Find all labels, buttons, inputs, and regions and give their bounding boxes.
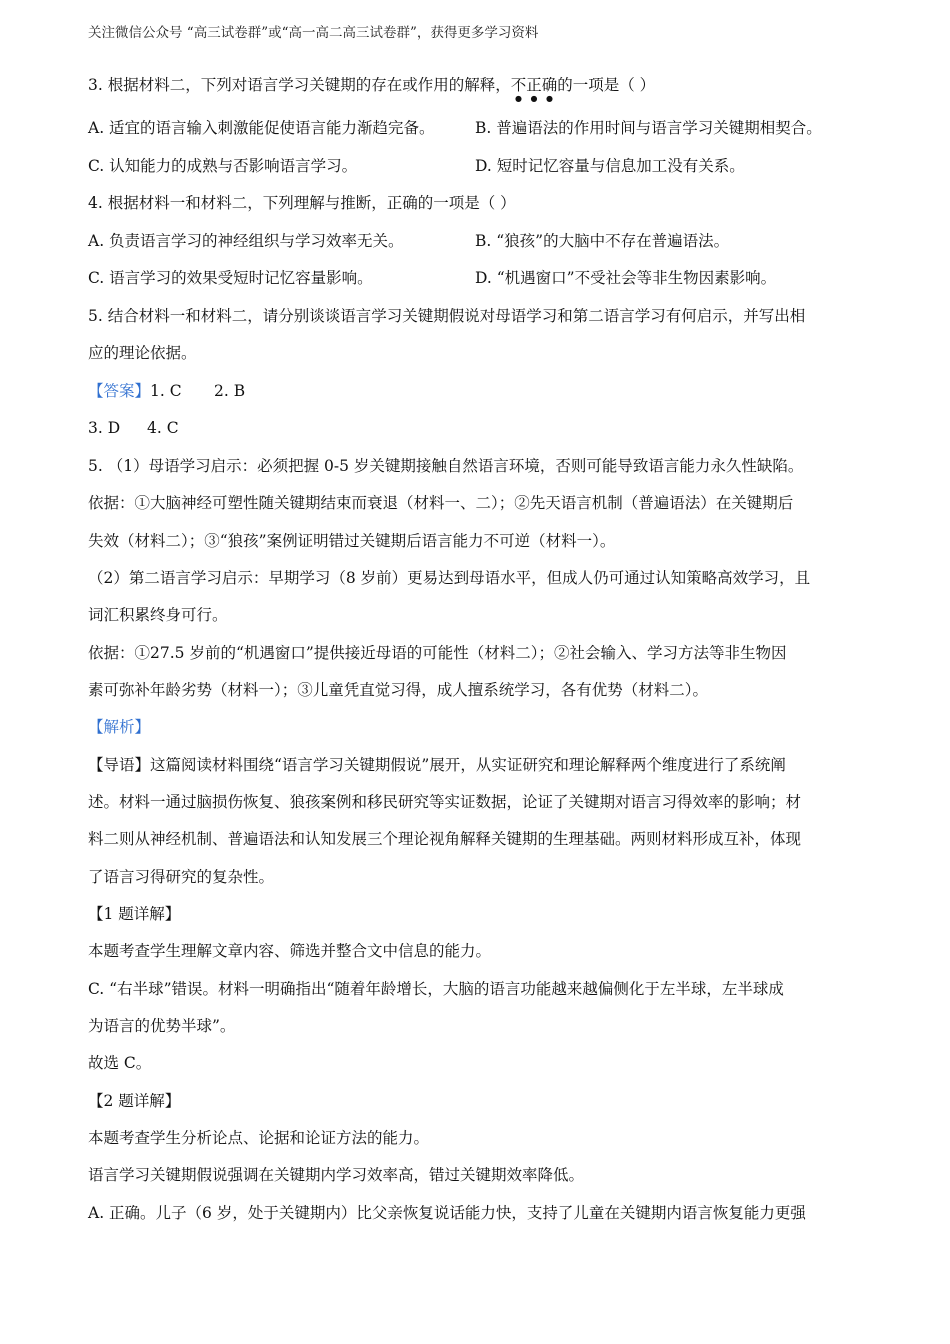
answer-5-line: （2）第二语言学习启示：早期学习（8 岁前）更易达到母语水平，但成人仍可通过认知策略高效学习，且 <box>88 569 811 587</box>
question-5-stem-line-2: 应的理论依据。 <box>88 344 197 362</box>
answer-5-line: 词汇积累终身可行。 <box>88 606 228 624</box>
answer-3: 3. D <box>88 419 121 437</box>
question-4-option-b: B. “狼孩”的大脑中不存在普遍语法。 <box>475 232 730 250</box>
analysis-intro-line: 料二则从神经机制、普遍语法和认知发展三个理论视角解释关键期的生理基础。两则材料形成互补，体现 <box>88 830 802 848</box>
question-3-stem-emphasis: 不正确 <box>510 76 558 94</box>
answer-4: 4. C <box>147 419 179 437</box>
question-1-detail-line: 为语言的优势半球”。 <box>88 1017 236 1035</box>
answer-5-line: 5. （1）母语学习启示：必须把握 0-5 岁关键期接触自然语言环境，否则可能导致语言能力永久性缺陷。 <box>88 457 804 475</box>
answer-row-1 <box>88 380 182 402</box>
answer-5-line: 失效（材料二）；③“狼孩”案例证明错过关键期后语言能力不可逆（材料一）。 <box>88 532 616 550</box>
answer-2: 2. B <box>214 382 246 400</box>
analysis-label: 【解析】 <box>88 718 151 736</box>
question-1-detail-heading: 【1 题详解】 <box>88 905 181 923</box>
question-5-stem-line-1: 5. 结合材料一和材料二，请分别谈谈语言学习关键期假说对母语学习和第二语言学习有何启示，并写出相 <box>88 307 806 325</box>
question-2-detail-line: 本题考查学生分析论点、论据和论证方法的能力。 <box>88 1129 430 1147</box>
question-4-option-d: D. “机遇窗口”不受社会等非生物因素影响。 <box>475 269 777 287</box>
question-4-option-c: C. 语言学习的效果受短时记忆容量影响。 <box>88 269 373 287</box>
answer-1: 1. C <box>150 382 182 400</box>
question-2-detail-line: A. 正确。儿子（6 岁，处于关键期内）比父亲恢复说话能力快，支持了儿童在关键期内语言恢复能力更强 <box>88 1204 806 1222</box>
question-3-stem-before: 3. 根据材料二，下列对语言学习关键期的存在或作用的解释， <box>88 76 511 94</box>
question-3-stem-after: 的一项是（ ） <box>557 76 656 94</box>
page-header: 关注微信公众号 “高三试卷群”或“高一高二高三试卷群”，获得更多学习资料 <box>88 25 539 41</box>
question-3-option-b: B. 普遍语法的作用时间与语言学习关键期相契合。 <box>475 119 822 137</box>
question-2-detail-heading: 【2 题详解】 <box>88 1092 181 1110</box>
analysis-intro-line: 【导语】这篇阅读材料围绕“语言学习关键期假说”展开，从实证研究和理论解释两个维度进行了系统阐 <box>88 756 786 774</box>
question-3-option-a: A. 适宜的语言输入刺激能促使语言能力渐趋完备。 <box>88 119 435 137</box>
question-3-stem <box>88 74 655 103</box>
question-3-option-d: D. 短时记忆容量与信息加工没有关系。 <box>475 157 745 175</box>
question-3-option-c: C. 认知能力的成熟与否影响语言学习。 <box>88 157 358 175</box>
question-1-detail-line: 故选 C。 <box>88 1054 152 1072</box>
answer-5-line: 素可弥补年龄劣势（材料一）；③儿童凭直觉习得，成人擅系统学习，各有优势（材料二）。 <box>88 681 709 699</box>
answer-5-line: 依据：①27.5 岁前的“机遇窗口”提供接近母语的可能性（材料二）；②社会输入、学习方法等非生物因 <box>88 644 787 662</box>
question-3-options-row-1 <box>88 117 435 139</box>
question-4-stem: 4. 根据材料一和材料二，下列理解与推断，正确的一项是（ ） <box>88 194 516 212</box>
question-2-detail-line: 语言学习关键期假说强调在关键期内学习效率高，错过关键期效率降低。 <box>88 1166 585 1184</box>
question-4-option-a: A. 负责语言学习的神经组织与学习效率无关。 <box>88 232 404 250</box>
analysis-intro-line: 述。材料一通过脑损伤恢复、狼孩案例和移民研究等实证数据，论证了关键期对语言习得效率的影响；材 <box>88 793 802 811</box>
question-1-detail-line: 本题考查学生理解文章内容、筛选并整合文中信息的能力。 <box>88 942 492 960</box>
analysis-intro-line: 了语言习得研究的复杂性。 <box>88 868 275 886</box>
answer-label: 【答案】 <box>88 382 151 400</box>
answer-5-line: 依据：①大脑神经可塑性随关键期结束而衰退（材料一、二）；②先天语言机制（普遍语法）在关键期后 <box>88 494 794 512</box>
question-1-detail-line: C. “右半球”错误。材料一明确指出“随着年龄增长，大脑的语言功能越来越偏侧化于左半球，左半球成 <box>88 980 784 998</box>
